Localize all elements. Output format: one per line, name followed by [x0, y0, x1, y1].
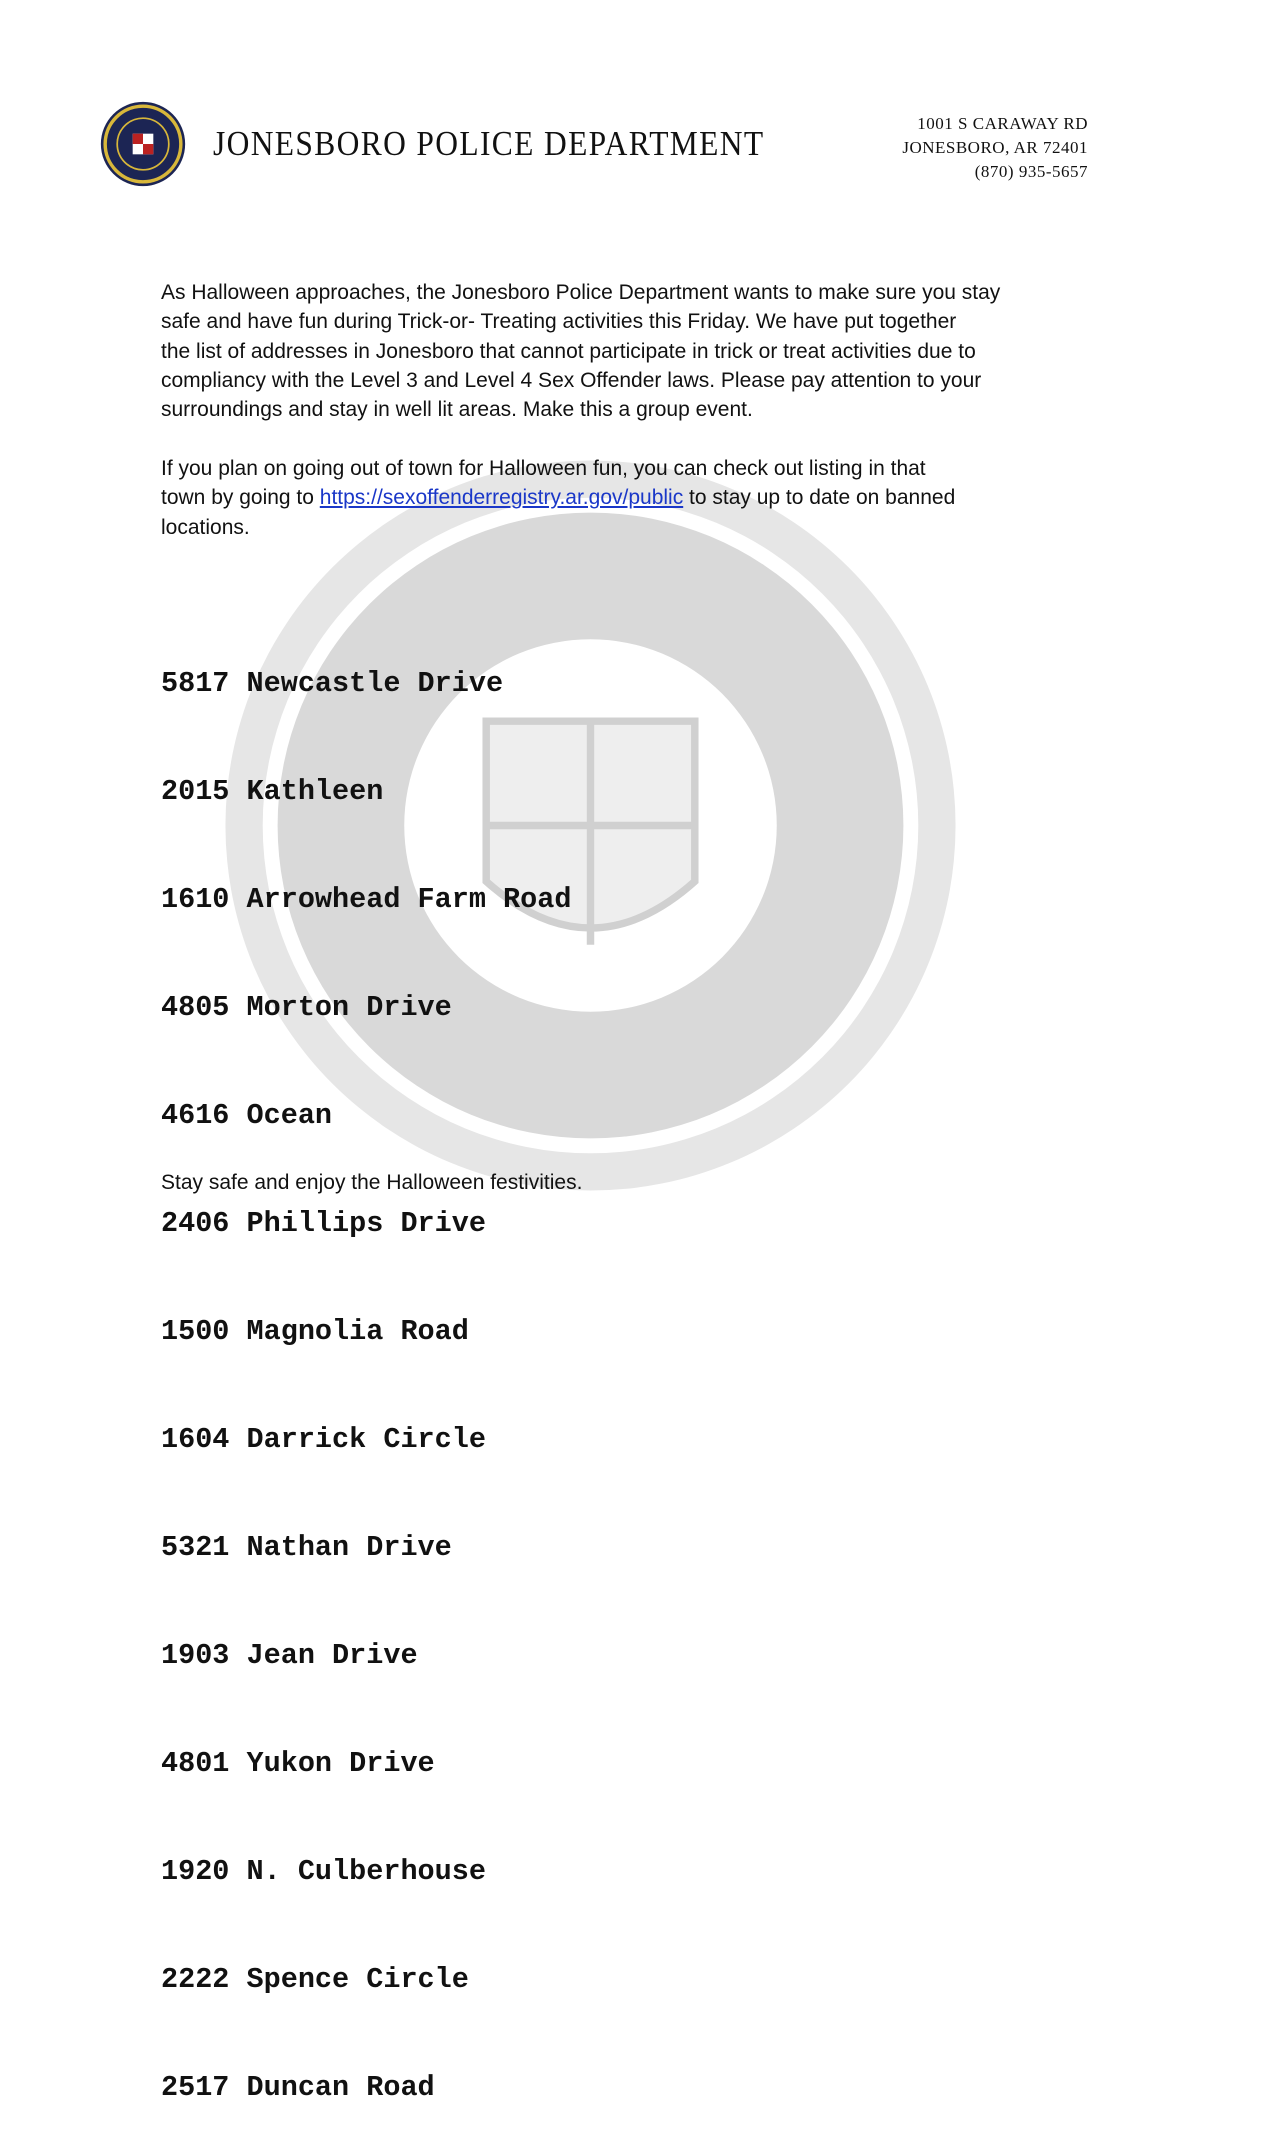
- department-address: [902, 112, 1088, 184]
- intro-line: surroundings and stay in well lit areas. Make this a group event.: [161, 398, 753, 422]
- address-item: 5817 Newcastle Drive: [161, 667, 504, 700]
- address-item: 1500 Magnolia Road: [161, 1315, 469, 1348]
- address-item: 4805 Morton Drive: [161, 991, 452, 1024]
- police-seal-logo: [100, 101, 186, 187]
- travel-line: [161, 483, 955, 512]
- address-street: 1001 S CARAWAY RD: [917, 114, 1088, 133]
- address-item: 1610 Arrowhead Farm Road: [161, 883, 572, 916]
- address-item: 4801 Yukon Drive: [161, 1747, 435, 1780]
- address-item: 1604 Darrick Circle: [161, 1423, 486, 1456]
- address-phone: (870) 935-5657: [974, 162, 1088, 181]
- address-item: 2406 Phillips Drive: [161, 1207, 486, 1240]
- intro-paragraph: [161, 278, 1000, 424]
- address-item: 1903 Jean Drive: [161, 1639, 418, 1672]
- travel-line: locations.: [161, 515, 250, 539]
- address-item: 2015 Kathleen: [161, 775, 384, 808]
- travel-text: to stay up to date on banned: [683, 486, 956, 510]
- closing-text: Stay safe and enjoy the Halloween festivities.: [161, 1171, 583, 1194]
- intro-line: As Halloween approaches, the Jonesboro Police Department wants to make sure you stay: [161, 281, 1001, 304]
- address-item: 5321 Nathan Drive: [161, 1531, 452, 1564]
- intro-line: safe and have fun during Trick-or- Treating activities this Friday. We have put together: [161, 310, 957, 334]
- address-item: 2222 Spence Circle: [161, 1963, 469, 1996]
- banned-address-list: [161, 594, 571, 2142]
- address-city: JONESBORO, AR 72401: [902, 138, 1088, 157]
- travel-text: town by going to: [161, 486, 320, 510]
- travel-line: If you plan on going out of town for Halloween fun, you can check out listing in that: [161, 457, 926, 480]
- department-title: JONESBORO POLICE DEPARTMENT: [213, 124, 765, 163]
- intro-line: compliancy with the Level 3 and Level 4 Sex Offender laws. Please pay attention to your: [161, 368, 982, 392]
- travel-paragraph: [161, 454, 955, 542]
- address-item: 2517 Duncan Road: [161, 2071, 435, 2104]
- address-item: 4616 Ocean: [161, 1099, 333, 1132]
- registry-link[interactable]: https://sexoffenderregistry.ar.gov/public: [319, 486, 684, 510]
- address-item: 1920 N. Culberhouse: [161, 1855, 486, 1888]
- intro-line: the list of addresses in Jonesboro that cannot participate in trick or treat activities due to: [161, 339, 976, 363]
